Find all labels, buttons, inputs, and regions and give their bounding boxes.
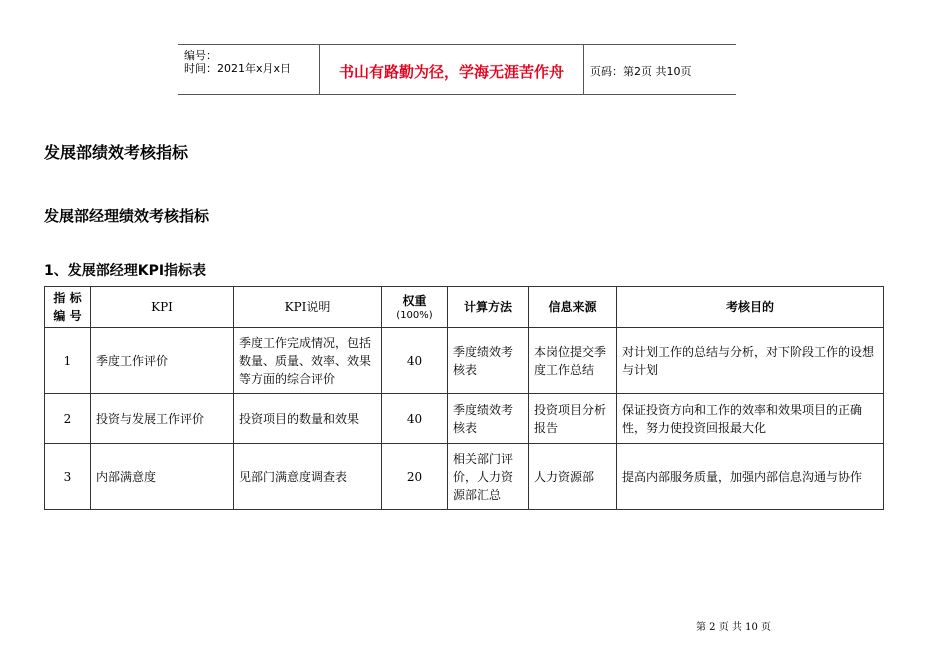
cell-purpose: 保证投资方向和工作的效率和效果项目的正确性，努力使投资回报最大化 <box>617 394 884 444</box>
table-title: 1、发展部经理KPI指标表 <box>44 263 207 279</box>
section-title: 发展部经理绩效考核指标 <box>44 207 210 225</box>
cell-weight: 40 <box>382 394 448 444</box>
header-weight-label: 权重 <box>402 294 427 308</box>
header-kpi-desc: KPI说明 <box>234 287 382 328</box>
cell-kpi: 内部满意度 <box>91 444 234 510</box>
document-time-label: 时间：2021年x月x日 <box>184 62 292 75</box>
cell-weight: 40 <box>382 328 448 394</box>
table-row <box>45 444 884 510</box>
cell-desc: 投资项目的数量和效果 <box>234 394 382 444</box>
cell-no: 1 <box>45 328 91 394</box>
kpi-table <box>44 286 884 510</box>
cell-source: 本岗位提交季度工作总结 <box>529 328 617 394</box>
cell-method: 相关部门评价，人力资源部汇总 <box>448 444 529 510</box>
cell-kpi: 季度工作评价 <box>91 328 234 394</box>
main-title: 发展部绩效考核指标 <box>44 143 189 162</box>
cell-no: 3 <box>45 444 91 510</box>
cell-weight: 20 <box>382 444 448 510</box>
header-weight <box>382 287 448 328</box>
table-header-row <box>45 287 884 328</box>
header-kpi: KPI <box>91 287 234 328</box>
header-motto-cell <box>320 45 584 94</box>
document-number-label: 编号： <box>184 49 217 62</box>
header-purpose: 考核目的 <box>617 287 884 328</box>
table-row <box>45 394 884 444</box>
cell-method: 季度绩效考核表 <box>448 328 529 394</box>
header-page-info: 页码：第2页 共10页 <box>590 65 692 78</box>
cell-method: 季度绩效考核表 <box>448 394 529 444</box>
header-meta-cell <box>178 45 320 94</box>
page-footer: 第 2 页 共 10 页 <box>696 622 771 633</box>
header-page-cell <box>584 45 736 94</box>
header-no: 指 标 编 号 <box>45 287 91 328</box>
header-source: 信息来源 <box>529 287 617 328</box>
cell-kpi: 投资与发展工作评价 <box>91 394 234 444</box>
cell-source: 投资项目分析报告 <box>529 394 617 444</box>
cell-desc: 见部门满意度调查表 <box>234 444 382 510</box>
cell-no: 2 <box>45 394 91 444</box>
header-motto: 书山有路勤为径，学海无涯苦作舟 <box>338 63 564 81</box>
cell-purpose: 提高内部服务质量，加强内部信息沟通与协作 <box>617 444 884 510</box>
page-header <box>178 44 736 95</box>
cell-desc: 季度工作完成情况，包括数量、质量、效率、效果等方面的综合评价 <box>234 328 382 394</box>
cell-source: 人力资源部 <box>529 444 617 510</box>
header-weight-sub: (100%) <box>396 310 433 321</box>
table-row <box>45 328 884 394</box>
cell-purpose: 对计划工作的总结与分析，对下阶段工作的设想与计划 <box>617 328 884 394</box>
header-method: 计算方法 <box>448 287 529 328</box>
